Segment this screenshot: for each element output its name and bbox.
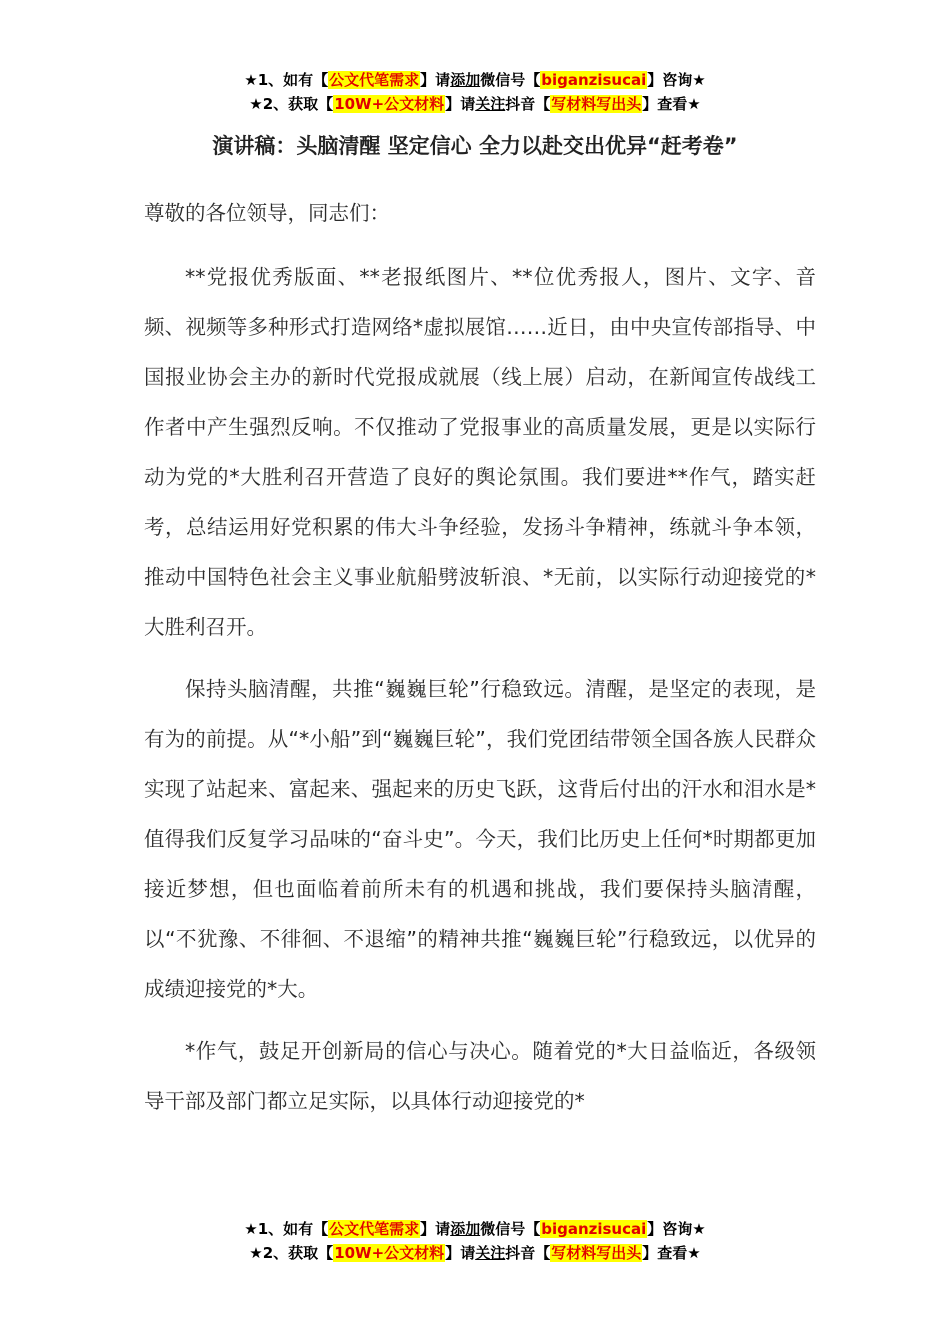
document-body xyxy=(144,188,816,1138)
banner-line-1: ★1、如有【公文代笔需求】请添加微信号【biganzisucai】咨询★ xyxy=(244,71,706,89)
paragraph-2: 保持头脑清醒，共推“巍巍巨轮”行稳致远。清醒，是坚定的表现，是有为的前提。从“*小船”到“巍巍巨轮”，我们党团结带领全国各族人民群众实现了站起来、富起来、强起来的历史飞跃，这背后付出的汗水和泪水是*值得我们反复学习品味的“奋斗史”。今天，我们比历史上任何*时期都更加接近梦想，但也面临着前所未有的机遇和挑战，我们要保持头脑清醒，以“不犹豫、不徘徊、不退缩”的精神共推“巍巍巨轮”行稳致远，以优异的成绩迎接党的*大。 xyxy=(144,677,816,1001)
highlight-service: 公文代笔需求 xyxy=(329,71,420,89)
greeting: 尊敬的各位领导，同志们： xyxy=(144,201,390,225)
banner-line-2: ★2、获取【10W+公文材料】请关注抖音【写材料写出头】查看★ xyxy=(249,95,701,113)
highlight-service: 公文代笔需求 xyxy=(329,1220,420,1238)
highlight-douyin-id: 写材料写出头 xyxy=(551,1244,642,1262)
banner-line-1: ★1、如有【公文代笔需求】请添加微信号【biganzisucai】咨询★ xyxy=(244,1220,706,1238)
banner-line-2: ★2、获取【10W+公文材料】请关注抖音【写材料写出头】查看★ xyxy=(249,1244,701,1262)
highlight-douyin-id: 写材料写出头 xyxy=(551,95,642,113)
paragraph-3: *作气，鼓足开创新局的信心与决心。随着党的*大日益临近，各级领导干部及部门都立足实际，以具体行动迎接党的* xyxy=(144,1039,816,1113)
highlight-wechat-id: biganzisucai xyxy=(541,71,647,89)
paragraph-1: **党报优秀版面、**老报纸图片、**位优秀报人，图片、文字、音频、视频等多种形式打造网络*虚拟展馆……近日，由中央宣传部指导、中国报业协会主办的新时代党报成就展（线上展）启动，在新闻宣传战线工作者中产生强烈反响。不仅推动了党报事业的高质量发展，更是以实际行动为党的*大胜利召开营造了良好的舆论氛围。我们要进**作气，踏实赶考，总结运用好党积累的伟大斗争经验，发扬斗争精神，练就斗争本领，推动中国特色社会主义事业航船劈波斩浪、*无前，以实际行动迎接党的*大胜利召开。 xyxy=(144,265,816,639)
highlight-materials: 10W+公文材料 xyxy=(334,95,445,113)
highlight-wechat-id: biganzisucai xyxy=(541,1220,647,1238)
bottom-banner xyxy=(0,1217,950,1265)
document-title: 演讲稿：头脑清醒 坚定信心 全力以赴交出优异“赶考卷” xyxy=(212,134,738,158)
highlight-materials: 10W+公文材料 xyxy=(334,1244,445,1262)
top-banner xyxy=(0,68,950,116)
